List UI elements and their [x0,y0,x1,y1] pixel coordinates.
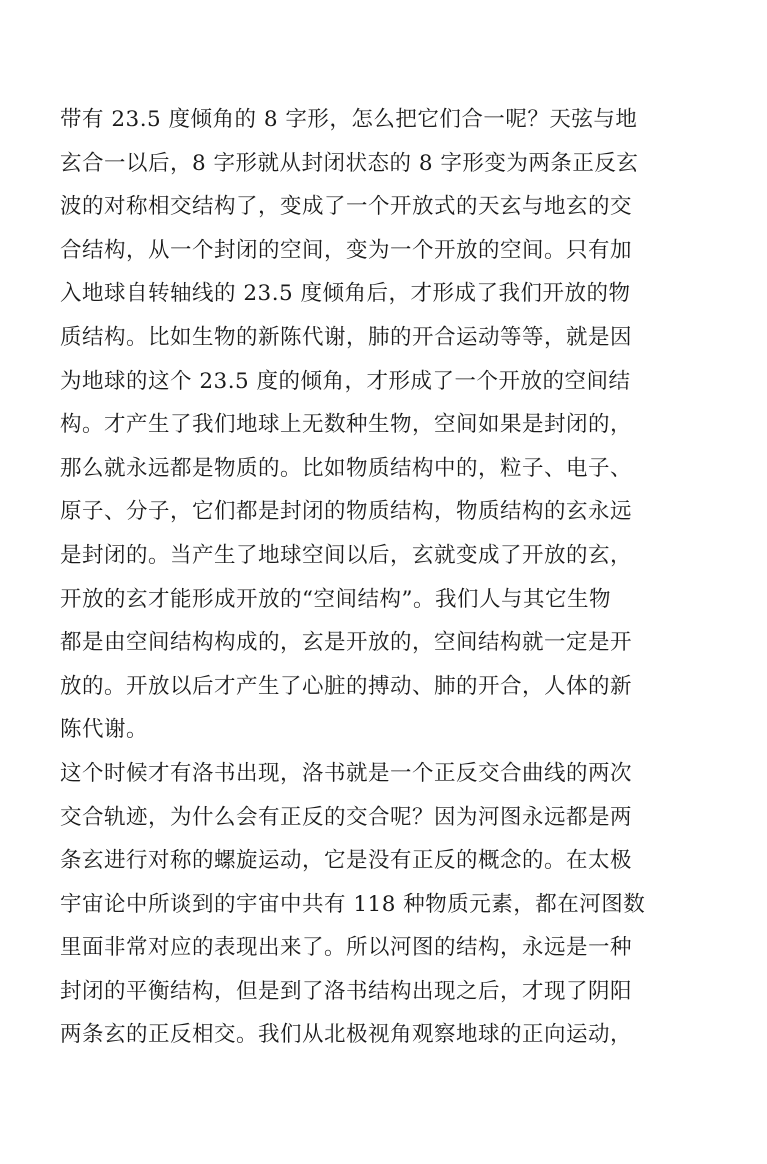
text-line: 带有 23.5 度倾角的 8 字形，怎么把它们合一呢？天弦与地 [60,107,638,132]
text-line: 入地球自转轴线的 23.5 度倾角后，才形成了我们开放的物 [60,281,631,307]
text-line: 构。才产生了我们地球上无数种生物，空间如果是封闭的， [60,412,633,438]
text-line: 原子、分子，它们都是封闭的物质结构，物质结构的玄永远 [60,499,633,525]
body-text [60,98,720,1057]
text-line: 质结构。比如生物的新陈代谢，肺的开合运动等等，就是因 [60,324,633,350]
text-line: 宇宙论中所谈到的宇宙中共有 118 种物质元素，都在河图数 [60,891,646,917]
text-line: 合结构，从一个封闭的空间，变为一个开放的空间。只有加 [60,237,633,263]
text-line: 都是由空间结构构成的，玄是开放的，空间结构就一定是开 [60,630,633,656]
text-line: 波的对称相交结构了，变成了一个开放式的天玄与地玄的交 [60,194,633,220]
text-line: 开放的玄才能形成开放的“空间结构”。我们人与其它生物 [60,586,611,612]
text-line: 为地球的这个 23.5 度的倾角，才形成了一个开放的空间结 [60,368,631,394]
text-line: 条玄进行对称的螺旋运动，它是没有正反的概念的。在太极 [60,848,633,874]
text-line: 两条玄的正反相交。我们从北极视角观察地球的正向运动， [60,1022,633,1048]
text-line: 放的。开放以后才产生了心脏的搏动、肺的开合，人体的新 [60,673,633,699]
text-line: 是封闭的。当产生了地球空间以后，玄就变成了开放的玄， [60,542,633,568]
text-line: 交合轨迹，为什么会有正反的交合呢？因为河图永远都是两 [60,804,633,830]
text-line: 里面非常对应的表现出来了。所以河图的结构，永远是一种 [60,935,633,961]
text-line: 陈代谢。 [60,717,149,743]
text-line: 那么就永远都是物质的。比如物质结构中的，粒子、电子、 [60,455,633,481]
text-line: 玄合一以后，8 字形就从封闭状态的 8 字形变为两条正反玄 [60,150,639,176]
text-line: 封闭的平衡结构，但是到了洛书结构出现之后，才现了阴阳 [60,978,633,1004]
text-line: 这个时候才有洛书出现，洛书就是一个正反交合曲线的两次 [60,760,633,786]
